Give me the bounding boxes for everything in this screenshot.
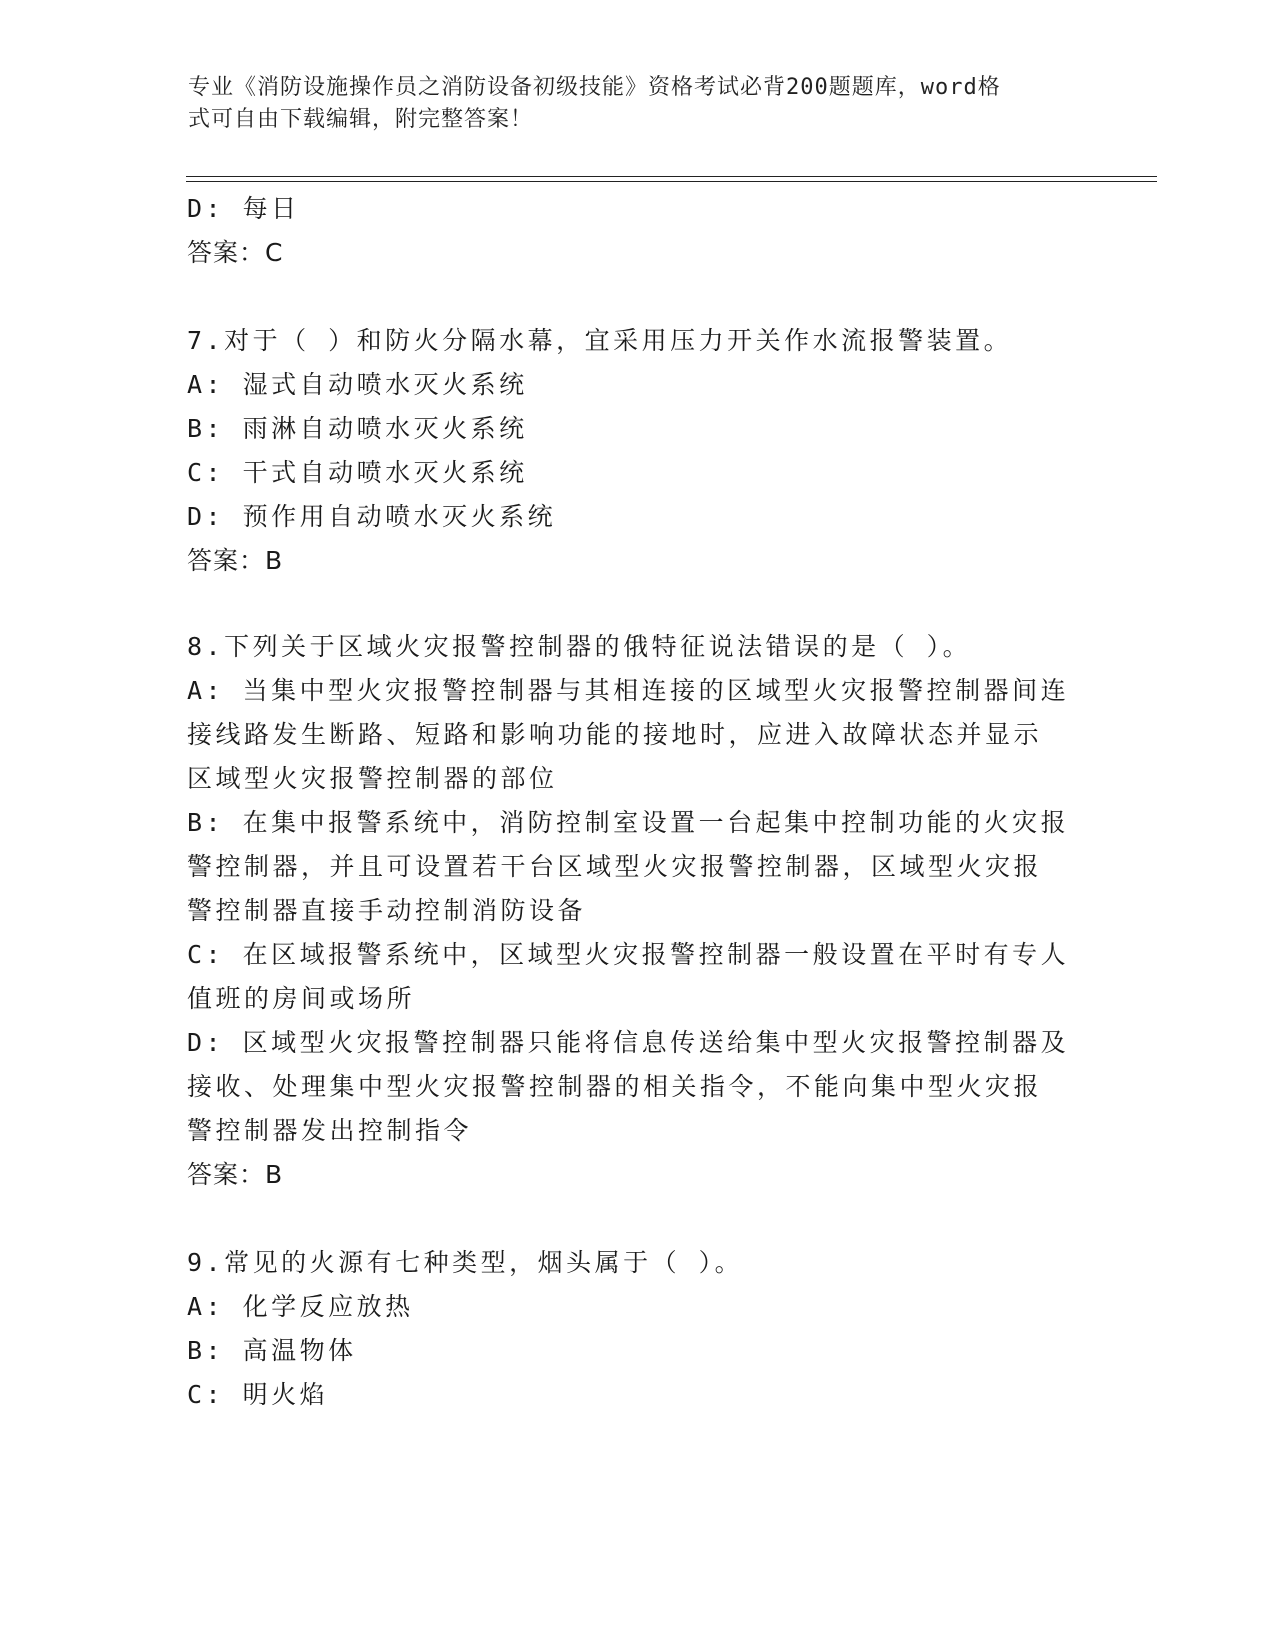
q8-answer: 答案：B <box>187 1160 284 1189</box>
q7-option-a: A: 湿式自动喷水灭火系统 <box>187 370 528 399</box>
q8-stem: 8.下列关于区域火灾报警控制器的俄特征说法错误的是（ ）。 <box>187 632 972 661</box>
q7-option-b: B: 雨淋自动喷水灭火系统 <box>187 414 528 443</box>
q7-answer: 答案：B <box>187 546 284 575</box>
header-divider-bottom <box>186 181 1157 182</box>
q8-option-b-line-2: 警控制器，并且可设置若干台区域型火灾报警控制器，区域型火灾报 <box>187 852 1043 881</box>
q9-option-c: C: 明火焰 <box>187 1380 329 1409</box>
q8-option-a-line-3: 区域型火灾报警控制器的部位 <box>187 764 558 793</box>
q8-option-a-line-1: A: 当集中型火灾报警控制器与其相连接的区域型火灾报警控制器间连 <box>187 676 1070 705</box>
q8-option-a-line-2: 接线路发生断路、短路和影响功能的接地时，应进入故障状态并显示 <box>187 720 1043 749</box>
q8-option-b-line-3: 警控制器直接手动控制消防设备 <box>187 896 587 925</box>
q8-option-b-line-1: B: 在集中报警系统中，消防控制室设置一台起集中控制功能的火灾报 <box>187 808 1070 837</box>
q8-option-d-line-2: 接收、处理集中型火灾报警控制器的相关指令，不能向集中型火灾报 <box>187 1072 1043 1101</box>
q8-option-c-line-2: 值班的房间或场所 <box>187 984 416 1013</box>
header-divider-top <box>186 176 1157 177</box>
q8-option-d-line-3: 警控制器发出控制指令 <box>187 1116 473 1145</box>
q7-option-c: C: 干式自动喷水灭火系统 <box>187 458 528 487</box>
document-header <box>188 72 1088 136</box>
q7-stem: 7.对于（ ）和防火分隔水幕，宜采用压力开关作水流报警装置。 <box>187 326 1013 355</box>
q8-option-d-line-1: D: 区域型火灾报警控制器只能将信息传送给集中型火灾报警控制器及 <box>187 1028 1070 1057</box>
q6-option-d: D: 每日 <box>187 194 300 223</box>
q9-option-a: A: 化学反应放热 <box>187 1292 414 1321</box>
q8-option-c-line-1: C: 在区域报警系统中，区域型火灾报警控制器一般设置在平时有专人 <box>187 940 1070 969</box>
q6-answer: 答案：C <box>187 238 284 267</box>
q7-option-d: D: 预作用自动喷水灭火系统 <box>187 502 557 531</box>
q9-option-b: B: 高温物体 <box>187 1336 357 1365</box>
header-line-1: 专业《消防设施操作员之消防设备初级技能》资格考试必背200题题库，word格 <box>188 75 1001 100</box>
q9-stem: 9.常见的火源有七种类型，烟头属于（ ）。 <box>187 1248 744 1277</box>
header-line-2: 式可自由下载编辑，附完整答案！ <box>188 107 534 132</box>
